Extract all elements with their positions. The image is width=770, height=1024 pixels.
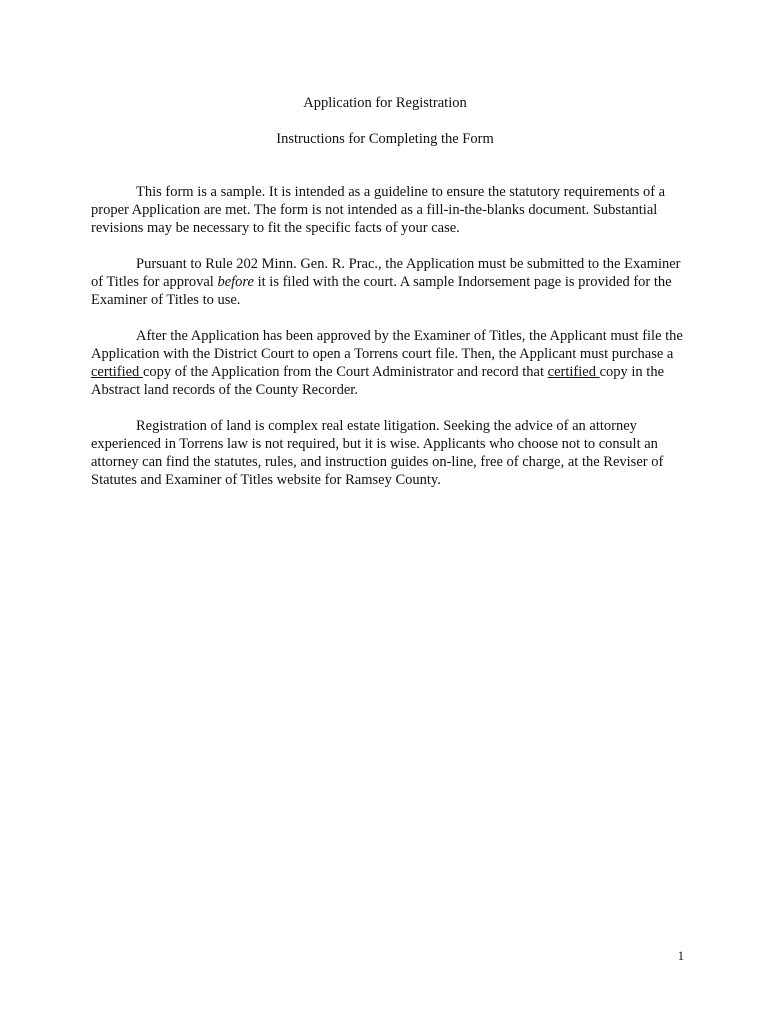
document-title: Application for Registration: [303, 95, 467, 111]
paragraph-text: it is filed with the court. A sample Indorsement page is provided for the Examiner of Titles to use.: [91, 274, 672, 308]
paragraph-text: Registration of land is complex real estate litigation. Seeking the advice of an attorney experienced in Torrens law is not required, but it is wise. Applicants who choose not to consult an attorney can find the statutes, rules, and instruction guides on-line, free of charge, at the Reviser of Statutes and Examiner of Titles website for Ramsey County.: [91, 418, 664, 488]
paragraph-text: Pursuant to Rule 202 Minn. Gen. R. Prac., the Application must be submitted to the Examiner of Titles for approval: [91, 256, 681, 290]
paragraph-rule-202: [91, 255, 691, 309]
paragraph-attorney-advice: [91, 417, 691, 489]
emphasized-word: before: [217, 274, 254, 290]
underlined-word: certified: [91, 364, 143, 380]
paragraph-text: copy of the Application from the Court Administrator and record that: [142, 364, 548, 380]
paragraph-sample-notice: [91, 183, 691, 237]
page-number: 1: [677, 949, 684, 963]
document-subtitle: Instructions for Completing the Form: [276, 131, 494, 147]
underlined-word: certified: [547, 364, 600, 380]
paragraph-text: copy in the Abstract land records of the County Recorder.: [91, 364, 665, 398]
paragraph-filing-steps: [91, 327, 691, 399]
paragraph-text: This form is a sample. It is intended as a guideline to ensure the statutory requirements of a proper Application are met. The form is not intended as a fill-in-the-blanks document. Substantial revisions may be necessary to fit the specific facts of your case.: [91, 184, 666, 236]
document-body: [91, 183, 691, 507]
paragraph-text: After the Application has been approved by the Examiner of Titles, the Applicant must file the Application with the District Court to open a Torrens court file. Then, the Applicant must purchase a: [91, 328, 683, 362]
